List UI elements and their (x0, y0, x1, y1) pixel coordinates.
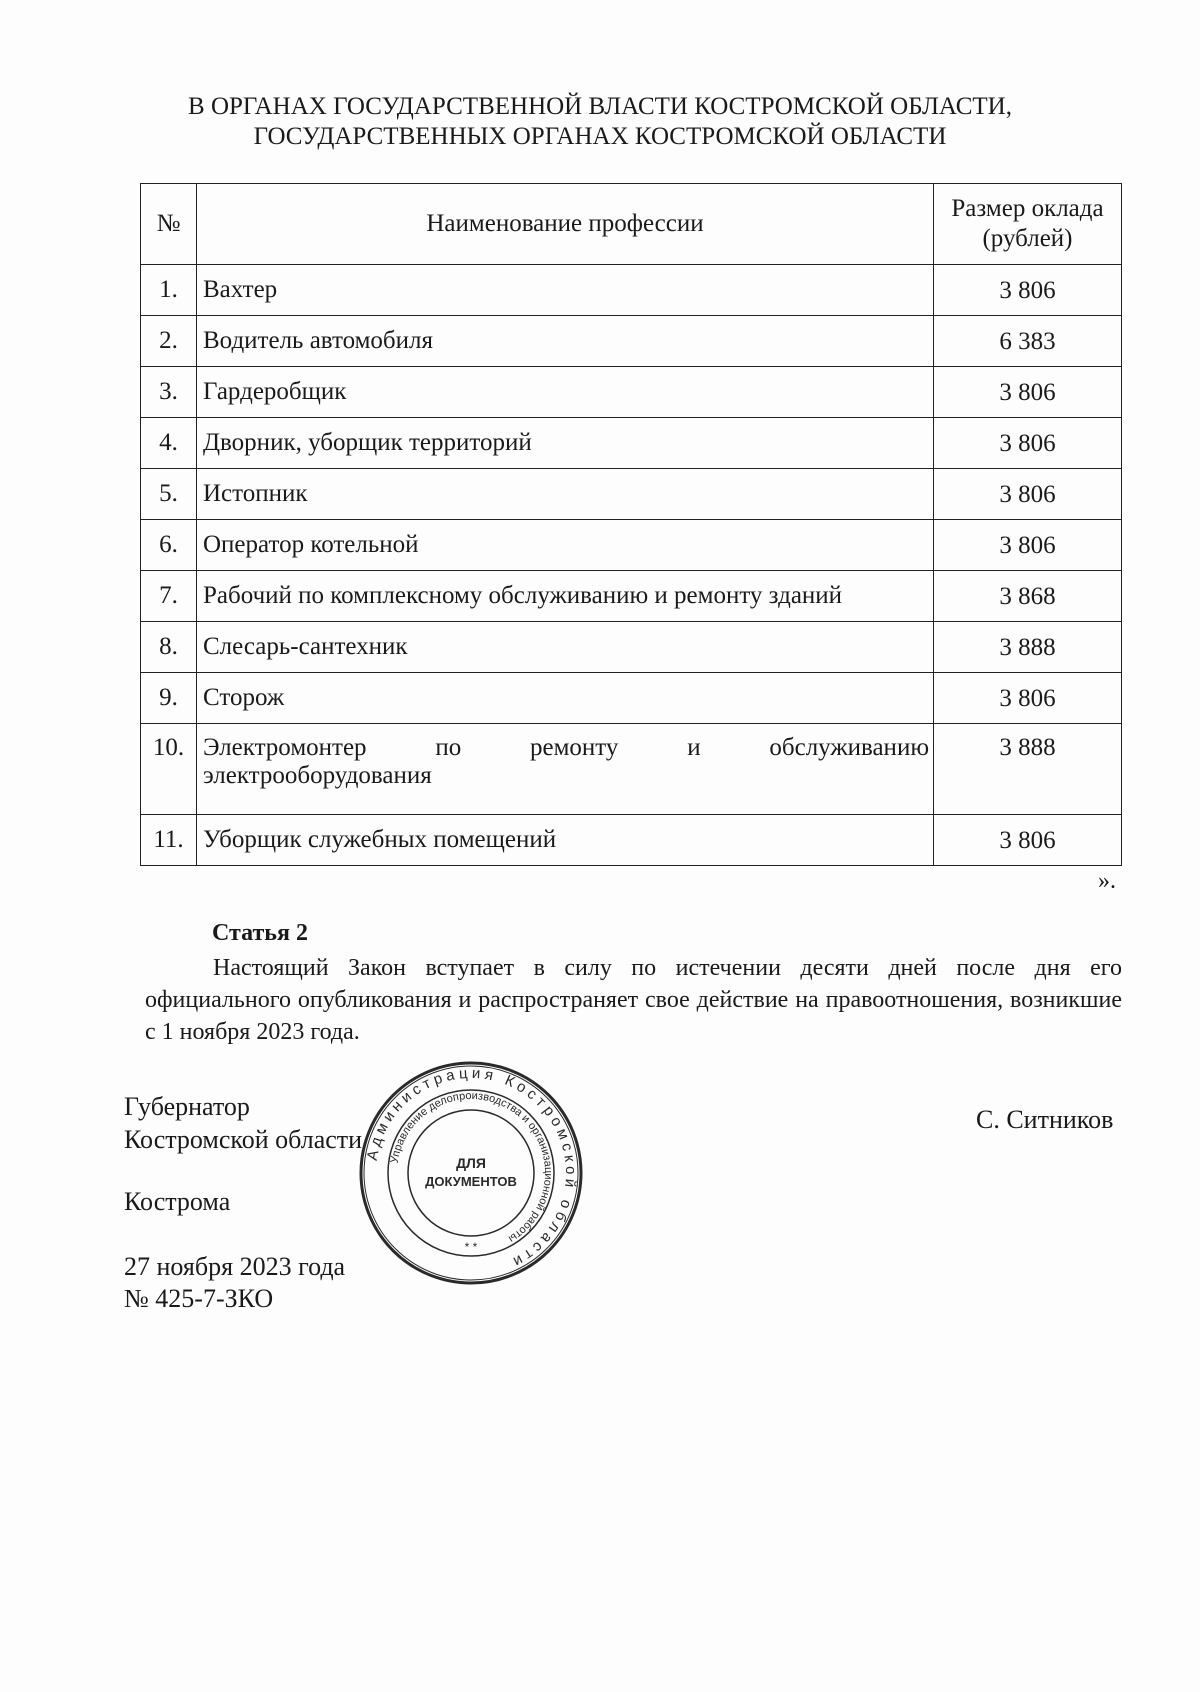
row-number: 8. (141, 622, 197, 673)
row-salary: 3 806 (934, 418, 1122, 469)
row-profession: Рабочий по комплексному обслуживанию и ремонту зданий (197, 571, 934, 622)
row-profession: Водитель автомобиля (197, 316, 934, 367)
header-profession: Наименование профессии (197, 184, 934, 265)
header-number: № (141, 184, 197, 265)
seal-outer-text: Администрация Костромской области (363, 1064, 580, 1272)
row-profession (197, 724, 934, 815)
table-header-row (141, 184, 1122, 265)
article-title: Статья 2 (212, 920, 308, 946)
row-number: 2. (141, 316, 197, 367)
heading-line-2: ГОСУДАРСТВЕННЫХ ОРГАНАХ КОСТРОМСКОЙ ОБЛАСТИ (253, 123, 947, 150)
table-row (141, 724, 1122, 815)
row-salary: 3 806 (934, 673, 1122, 724)
seal-inner-ring (408, 1110, 534, 1236)
table-row (141, 520, 1122, 571)
table-row (141, 265, 1122, 316)
table-row (141, 673, 1122, 724)
signature-position-line-1: Губернатор (124, 1092, 250, 1121)
row-profession: Дворник, уборщик территорий (197, 418, 934, 469)
profession-salary-table (140, 183, 1122, 866)
heading-line-1: В ОРГАНАХ ГОСУДАРСТВЕННОЙ ВЛАСТИ КОСТРОМСКОЙ ОБЛАСТИ, (188, 93, 1012, 120)
header-salary-line-1: Размер оклада (951, 195, 1104, 222)
signatory-name: С. Ситников (976, 1105, 1114, 1134)
table-row (141, 367, 1122, 418)
row-profession: Слесарь-сантехник (197, 622, 934, 673)
row-salary: 6 383 (934, 316, 1122, 367)
row-salary: 3 806 (934, 469, 1122, 520)
table-row (141, 622, 1122, 673)
row-salary: 3 868 (934, 571, 1122, 622)
table-row (141, 316, 1122, 367)
row-number: 1. (141, 265, 197, 316)
signature-date: 27 ноября 2023 года (124, 1252, 346, 1281)
row-salary: 3 888 (934, 724, 1122, 815)
table-row (141, 571, 1122, 622)
row-profession: Гардеробщик (197, 367, 934, 418)
signature-city: Кострома (124, 1187, 231, 1216)
row-number: 7. (141, 571, 197, 622)
row-number: 10. (141, 724, 197, 815)
official-seal (358, 1060, 584, 1286)
row-number: 9. (141, 673, 197, 724)
row-profession-line-1: Электромонтер по ремонту и обслуживанию (203, 734, 929, 761)
seal-center-line-1: ДЛЯ (456, 1155, 486, 1171)
row-profession: Уборщик служебных помещений (197, 815, 934, 866)
signature-position-line-2: Костромской области (124, 1125, 363, 1154)
row-number: 11. (141, 815, 197, 866)
row-number: 6. (141, 520, 197, 571)
row-salary: 3 806 (934, 265, 1122, 316)
row-salary: 3 806 (934, 815, 1122, 866)
table-row (141, 418, 1122, 469)
row-profession-line-2: электрооборудования (203, 762, 432, 789)
row-profession: Сторож (197, 673, 934, 724)
row-salary: 3 806 (934, 367, 1122, 418)
row-profession: Оператор котельной (197, 520, 934, 571)
table-row (141, 469, 1122, 520)
row-number: 4. (141, 418, 197, 469)
row-salary: 3 806 (934, 520, 1122, 571)
table-row (141, 815, 1122, 866)
closing-quote: ». (1098, 868, 1116, 894)
law-number: № 425-7-ЗКО (124, 1284, 274, 1313)
row-profession: Вахтер (197, 265, 934, 316)
seal-star-icon: * * (464, 1240, 478, 1254)
row-salary: 3 888 (934, 622, 1122, 673)
row-number: 3. (141, 367, 197, 418)
row-profession: Истопник (197, 469, 934, 520)
article-text: Настоящий Закон вступает в силу по истечении десяти дней после дня его официального опубликования и распространяет свое действие на правоотношения, возникшие с 1 ноября 2023 года. (145, 955, 1122, 1045)
seal-center-line-2: ДОКУМЕНТОВ (425, 1174, 517, 1189)
header-salary (934, 184, 1122, 265)
seal-inner-text: Управление делопроизводства и организационной работы (388, 1089, 555, 1245)
header-salary-line-2: (рублей) (982, 225, 1073, 252)
row-number: 5. (141, 469, 197, 520)
